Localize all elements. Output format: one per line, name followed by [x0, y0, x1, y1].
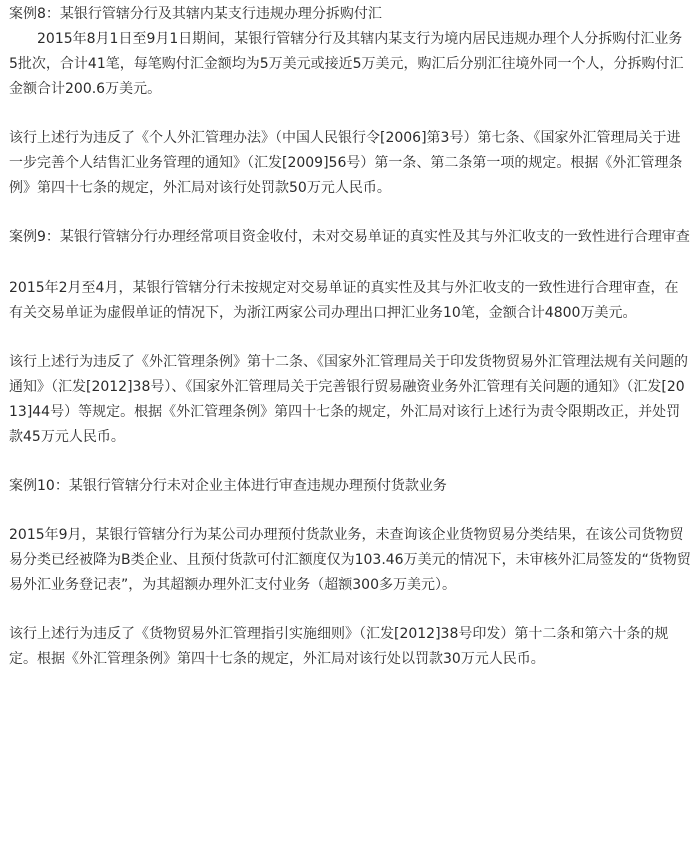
case10-penalty-paragraph: 该行上述行为违反了《货物贸易外汇管理指引实施细则》（汇发[2012]38号印发）第十二条和第六十条的规定。根据《外汇管理条例》第四十七条的规定，外汇局对该行处以罚款30万元人民币。: [9, 626, 669, 667]
case9-penalty-paragraph: 该行上述行为违反了《外汇管理条例》第十二条、《国家外汇管理局关于印发货物贸易外汇管理法规有关问题的通知》（汇发[2012]38号）、《国家外汇管理局关于完善银行贸易融资业务外汇管理有关问题的通知》（汇发[2013]44号）等规定。根据《外汇管理条例》第四十七条的规定，外汇局对该行上述行为责令限期改正，并处罚款45万元人民币。: [9, 354, 688, 445]
paragraph-gap: [9, 250, 691, 276]
paragraph-gap: [9, 499, 691, 523]
case10-facts-paragraph: 2015年9月，某银行管辖分行为某公司办理预付货款业务，未查询该企业货物贸易分类结果，在该公司货物贸易分类已经被降为B类企业、且预付货款可付汇额度仅为103.46万美元的情况下，未审核外汇局签发的“货物贸易外汇业务登记表”，为其超额办理外汇支付业务（超额300多万美元）。: [9, 527, 691, 593]
paragraph-gap: [9, 102, 691, 126]
case8-penalty-paragraph: 该行上述行为违反了《个人外汇管理办法》（中国人民银行令[2006]第3号）第七条、《国家外汇管理局关于进一步完善个人结售汇业务管理的通知》（汇发[2009]56号）第一条、第二条第一项的规定。根据《外汇管理条例》第四十七条的规定，外汇局对该行处罚款50万元人民币。: [9, 130, 683, 196]
case8-facts-paragraph: 2015年8月1日至9月1日期间，某银行管辖分行及其辖内某支行为境内居民违规办理个人分拆购付汇业务5批次，合计41笔，每笔购付汇金额均为5万美元或接近5万美元，购汇后分别汇往境外同一个人，分拆购付汇金额合计200.6万美元。: [9, 31, 684, 97]
case9-facts-paragraph: 2015年2月至4月，某银行管辖分行未按规定对交易单证的真实性及其与外汇收支的一致性进行合理审查，在有关交易单证为虚假单证的情况下，为浙江两家公司办理出口押汇业务10笔，金额合计4800万美元。: [9, 280, 679, 321]
paragraph-gap: [9, 450, 691, 474]
case8-title: 案例8：某银行管辖分行及其辖内某支行违规办理分拆购付汇: [9, 6, 382, 22]
paragraph-gap: [9, 598, 691, 622]
paragraph-gap: [9, 201, 691, 225]
paragraph-gap: [9, 326, 691, 350]
case10-title: 案例10：某银行管辖分行未对企业主体进行审查违规办理预付货款业务: [9, 478, 447, 494]
case9-title: 案例9：某银行管辖分行办理经常项目资金收付，未对交易单证的真实性及其与外汇收支的一致性进行合理审查: [9, 229, 690, 245]
